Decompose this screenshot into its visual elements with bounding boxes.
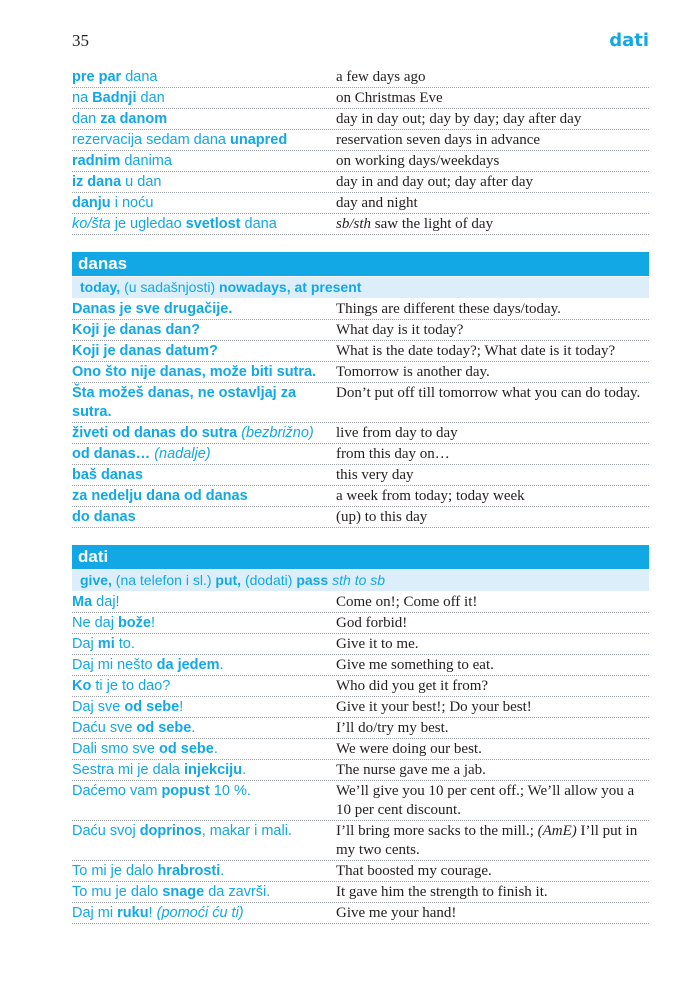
serbian-phrase: Daj sve od sebe! xyxy=(72,699,184,715)
serbian-phrase: Ne daj bože! xyxy=(72,615,156,631)
english-translation: I’ll bring more sacks to the mill.; (AmE) I’ll put in my two cents. xyxy=(336,823,638,858)
serbian-phrase: Daću svoj doprinos, makar i mali. xyxy=(72,823,292,839)
english-translation: We were doing our best. xyxy=(336,741,482,757)
serbian-phrase: radnim danima xyxy=(72,153,172,169)
phrase-row xyxy=(72,109,649,130)
phrase-row xyxy=(72,423,649,444)
serbian-phrase: do danas xyxy=(72,509,136,525)
english-translation: day in day out; day by day; day after day xyxy=(336,111,582,127)
english-translation: day and night xyxy=(336,195,418,211)
serbian-phrase: rezervacija sedam dana unapred xyxy=(72,132,288,148)
serbian-phrase: Daj mi ruku! (pomoći ću ti) xyxy=(72,905,244,921)
serbian-phrase: Daćemo vam popust 10 %. xyxy=(72,783,251,799)
serbian-phrase: Koji je danas dan? xyxy=(72,322,201,338)
phrase-row xyxy=(72,760,649,781)
serbian-phrase: iz dana u dan xyxy=(72,174,162,190)
serbian-phrase: živeti od danas do sutra (bezbrižno) xyxy=(72,425,314,441)
english-translation: a week from today; today week xyxy=(336,488,525,504)
english-translation: day in and day out; day after day xyxy=(336,174,534,190)
english-translation: on Christmas Eve xyxy=(336,90,443,106)
entry-dati xyxy=(72,545,649,924)
english-translation: from this day on… xyxy=(336,446,450,462)
phrase-row xyxy=(72,634,649,655)
phrase-row xyxy=(72,861,649,882)
serbian-phrase: na Badnji dan xyxy=(72,90,165,106)
english-translation: Give it your best!; Do your best! xyxy=(336,699,532,715)
phrase-row xyxy=(72,88,649,109)
serbian-phrase: To mu je dalo snage da završi. xyxy=(72,884,271,900)
phrase-row xyxy=(72,486,649,507)
phrase-row xyxy=(72,465,649,486)
serbian-phrase: Koji je danas datum? xyxy=(72,343,218,359)
phrase-row xyxy=(72,697,649,718)
entry-danas xyxy=(72,252,649,528)
phrase-row xyxy=(72,383,649,423)
phrase-row xyxy=(72,299,649,320)
sense-line: today, (u sadašnjosti) nowadays, at present xyxy=(72,277,649,298)
phrase-row xyxy=(72,507,649,528)
phrase-row xyxy=(72,444,649,465)
english-translation: Things are different these days/today. xyxy=(336,301,561,317)
english-translation: Tomorrow is another day. xyxy=(336,364,490,380)
english-translation: on working days/weekdays xyxy=(336,153,500,169)
running-head: dati xyxy=(609,30,649,51)
serbian-phrase: od danas… (nadalje) xyxy=(72,446,211,462)
phrase-row xyxy=(72,676,649,697)
english-translation: What day is it today? xyxy=(336,322,464,338)
english-translation: That boosted my courage. xyxy=(336,863,492,879)
serbian-phrase: Daću sve od sebe. xyxy=(72,720,196,736)
serbian-phrase: dan za danom xyxy=(72,111,168,127)
serbian-phrase: Sestra mi je dala injekciju. xyxy=(72,762,247,778)
serbian-phrase: ko/šta je ugledao svetlost dana xyxy=(72,216,277,232)
serbian-phrase: Dali smo sve od sebe. xyxy=(72,741,218,757)
english-translation: Who did you get it from? xyxy=(336,678,489,694)
serbian-phrase: Daj mi to. xyxy=(72,636,135,652)
entries xyxy=(72,252,649,924)
phrase-row xyxy=(72,320,649,341)
entry-dan-continuation xyxy=(72,67,649,235)
serbian-phrase: Ma daj! xyxy=(72,594,120,610)
serbian-phrase: Danas je sve drugačije. xyxy=(72,301,233,317)
serbian-phrase: baš danas xyxy=(72,467,143,483)
english-translation: this very day xyxy=(336,467,414,483)
serbian-phrase: To mi je dalo hrabrosti. xyxy=(72,863,225,879)
english-translation: The nurse gave me a jab. xyxy=(336,762,486,778)
phrase-row xyxy=(72,362,649,383)
phrase-row xyxy=(72,718,649,739)
phrase-row xyxy=(72,882,649,903)
page-number: 35 xyxy=(72,31,89,50)
entry-headword: dati xyxy=(72,545,649,569)
english-translation: I’ll do/try my best. xyxy=(336,720,449,736)
english-translation: We’ll give you 10 per cent off.; We’ll allow you a 10 per cent discount. xyxy=(336,783,635,818)
english-translation: live from day to day xyxy=(336,425,458,441)
english-translation: Don’t put off till tomorrow what you can do today. xyxy=(336,385,641,401)
entry-headword: danas xyxy=(72,252,649,276)
english-translation: a few days ago xyxy=(336,69,426,85)
serbian-phrase: danju i noću xyxy=(72,195,154,211)
phrase-row xyxy=(72,592,649,613)
phrase-row xyxy=(72,193,649,214)
phrase-row xyxy=(72,781,649,821)
serbian-phrase: Ko ti je to dao? xyxy=(72,678,171,694)
phrase-row xyxy=(72,67,649,88)
phrase-row xyxy=(72,821,649,861)
english-translation: reservation seven days in advance xyxy=(336,132,541,148)
phrase-row xyxy=(72,151,649,172)
dictionary-content xyxy=(72,67,649,924)
sense-line: give, (na telefon i sl.) put, (dodati) pass sth to sb xyxy=(72,570,649,591)
english-translation: It gave him the strength to finish it. xyxy=(336,884,548,900)
english-translation: Give it to me. xyxy=(336,636,419,652)
english-translation: What is the date today?; What date is it today? xyxy=(336,343,616,359)
phrase-row xyxy=(72,655,649,676)
phrase-row xyxy=(72,903,649,924)
phrase-row xyxy=(72,739,649,760)
serbian-phrase: za nedelju dana od danas xyxy=(72,488,248,504)
english-translation: (up) to this day xyxy=(336,509,428,525)
english-translation: Give me your hand! xyxy=(336,905,457,921)
phrase-row xyxy=(72,172,649,193)
serbian-phrase: Daj mi nešto da jedem. xyxy=(72,657,224,673)
english-translation: Give me something to eat. xyxy=(336,657,494,673)
phrase-row xyxy=(72,613,649,634)
phrase-row xyxy=(72,130,649,151)
serbian-phrase: Ono što nije danas, može biti sutra. xyxy=(72,364,317,380)
phrase-row xyxy=(72,214,649,235)
serbian-phrase: Šta možeš danas, ne ostavljaj za sutra. xyxy=(72,385,297,420)
english-translation: Come on!; Come off it! xyxy=(336,594,478,610)
serbian-phrase: pre par dana xyxy=(72,69,158,85)
english-translation: God forbid! xyxy=(336,615,408,631)
phrase-row xyxy=(72,341,649,362)
english-translation: sb/sth saw the light of day xyxy=(336,216,494,232)
